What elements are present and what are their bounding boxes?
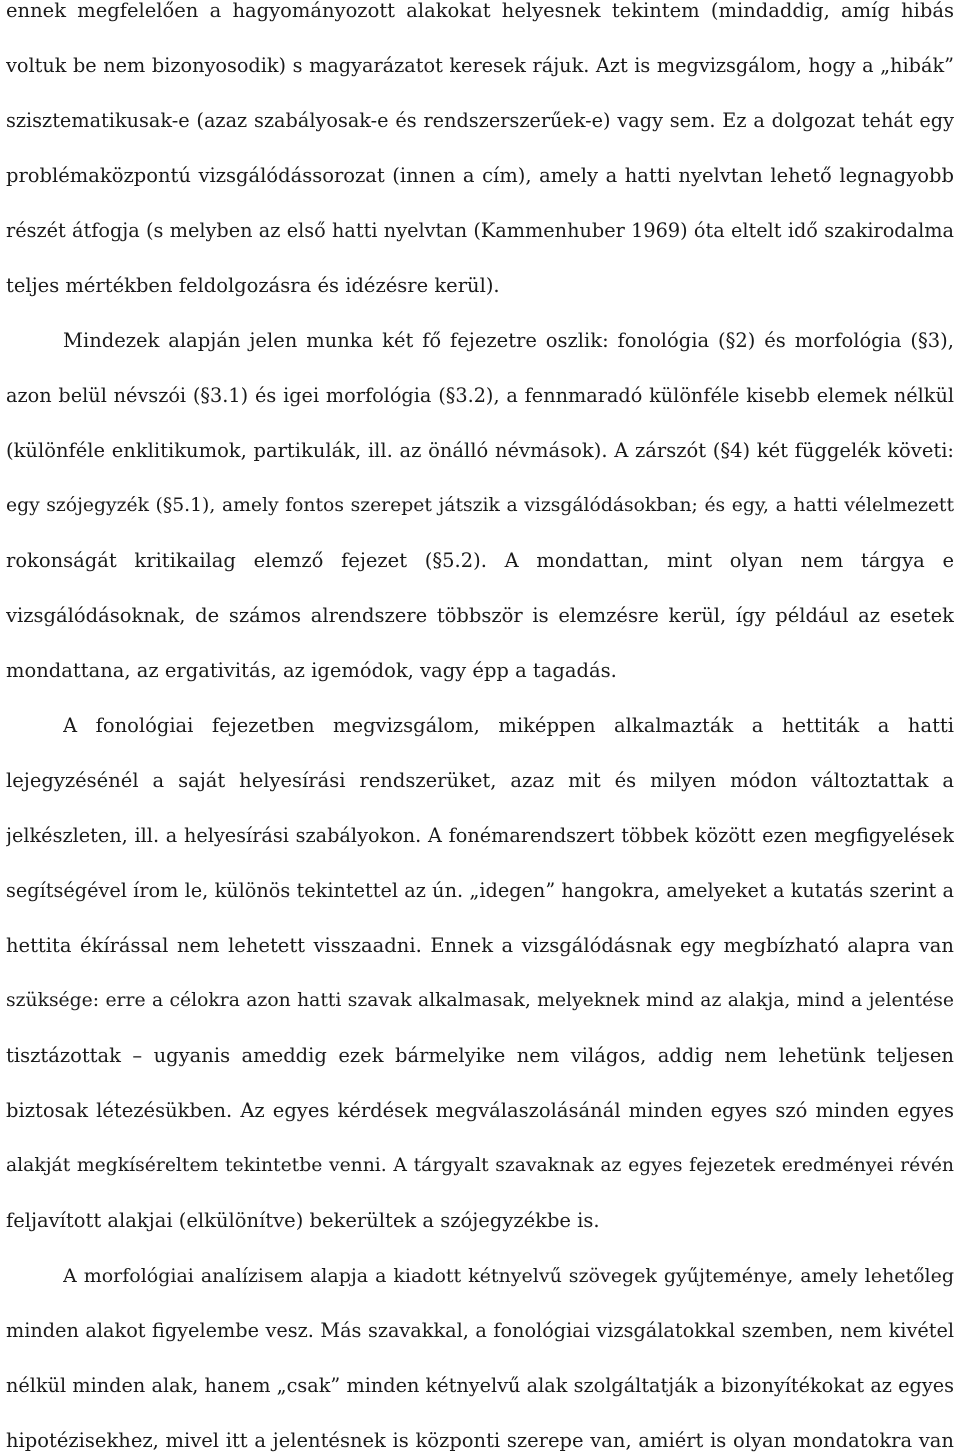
text-line-8: azon belül névszói (§3.1) és igei morfológia (§3.2), a fennmaradó különféle kisebb elemek nélkül	[6, 384, 954, 407]
text-line-1: ennek megfelelően a hagyományozott alakokat helyesnek tekintem (mindaddig, amíg hibás	[6, 0, 954, 22]
text-line-7: Mindezek alapján jelen munka két fő fejezetre oszlik: fonológia (§2) és morfológia (§3),	[63, 329, 954, 352]
text-line-16: jelkészleten, ill. a helyesírási szabályokon. A fonémarendszert többek között ezen megfigyelések	[6, 824, 954, 847]
text-line-18: hettita ékírással nem lehetett visszaadni. Ennek a vizsgálódásnak egy megbízható alapra van	[6, 934, 954, 957]
text-line-10: egy szójegyzék (§5.1), amely fontos szerepet játszik a vizsgálódásokban; és egy, a hatti vélelmezett	[6, 495, 954, 516]
text-line-11: rokonságát kritikailag elemző fejezet (§5.2). A mondattan, mint olyan nem tárgya e	[6, 549, 954, 572]
text-line-9: (különféle enklitikumok, partikulák, ill. az önálló névmások). A zárszót (§4) két függelék követi:	[6, 439, 954, 462]
text-line-26: nélkül minden alak, hanem „csak” minden kétnyelvű alak szolgáltatják a bizonyítékokat az egyes	[6, 1374, 954, 1397]
text-line-23: feljavított alakjai (elkülönítve) bekerültek a szójegyzékbe is.	[6, 1209, 600, 1232]
text-line-4: problémaközpontú vizsgálódássorozat (innen a cím), amely a hatti nyelvtan lehető legnagyobb	[6, 164, 954, 187]
text-line-25: minden alakot figyelembe vesz. Más szavakkal, a fonológiai vizsgálatokkal szemben, nem kivétel	[6, 1319, 954, 1342]
text-line-13: mondattana, az ergativitás, az igemódok, vagy épp a tagadás.	[6, 659, 617, 682]
text-line-22: alakját megkíséreltem tekintetbe venni. A tárgyalt szavaknak az egyes fejezetek eredményei révén	[6, 1155, 954, 1176]
text-line-24: A morfológiai analízisem alapja a kiadott kétnyelvű szövegek gyűjteménye, amely lehetőleg	[63, 1265, 954, 1287]
text-line-12: vizsgálódásoknak, de számos alrendszere többször is elemzésre kerül, így például az esetek	[6, 604, 954, 627]
text-line-19: szüksége: erre a célokra azon hatti szavak alkalmasak, melyeknek mind az alakja, mind a jelentése	[6, 990, 954, 1011]
text-line-5: részét átfogja (s melyben az első hatti nyelvtan (Kammenhuber 1969) óta eltelt idő szakirodalma	[6, 219, 954, 242]
text-line-3: szisztematikusak-e (azaz szabályosak-e és rendszerszerűek-e) vagy sem. Ez a dolgozat tehát egy	[6, 109, 954, 132]
text-line-15: lejegyzésénél a saját helyesírási rendszerüket, azaz mit és milyen módon változtattak a	[6, 769, 954, 792]
text-line-27: hipotézisekhez, mivel itt a jelentésnek is központi szerepe van, amiért is olyan mondatokra van	[6, 1429, 954, 1452]
text-line-2: voltuk be nem bizonyosodik) s magyarázatot keresek rájuk. Azt is megvizsgálom, hogy a „hibák”	[6, 54, 954, 77]
text-line-6: teljes mértékben feldolgozásra és idézésre kerül).	[6, 274, 500, 297]
text-line-14: A fonológiai fejezetben megvizsgálom, miképpen alkalmazták a hettiták a hatti	[63, 714, 954, 737]
text-line-20: tisztázottak – ugyanis ameddig ezek bármelyike nem világos, addig nem lehetünk teljesen	[6, 1044, 954, 1067]
text-line-21: biztosak létezésükben. Az egyes kérdések megválaszolásánál minden egyes szó minden egyes	[6, 1099, 954, 1122]
text-line-17: segítségével írom le, különös tekintettel az ún. „idegen” hangokra, amelyeket a kutatás szerint a	[6, 879, 954, 902]
